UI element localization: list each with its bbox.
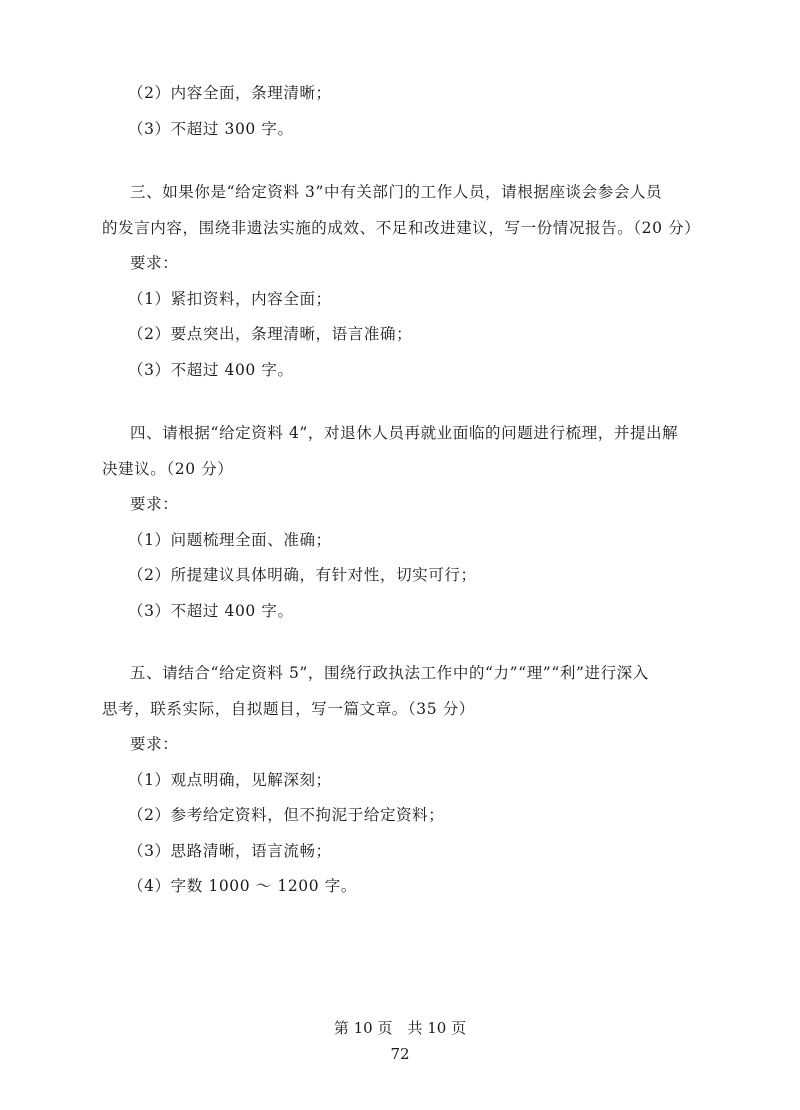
requirements-label: 要求： — [130, 254, 179, 272]
requirements-label: 要求： — [130, 735, 179, 753]
requirement-item: （3）思路清晰，语言流畅； — [128, 842, 332, 860]
requirement-item: （3）不超过 400 字。 — [128, 602, 294, 620]
requirement-item: （4）字数 1000 ～ 1200 字。 — [128, 877, 357, 895]
question-text: 思考，联系实际，自拟题目，写一篇文章。（35 分） — [102, 700, 475, 718]
question-text: 决建议。（20 分） — [102, 460, 234, 478]
question-text: 三、如果你是“给定资料 3”中有关部门的工作人员，请根据座谈会参会人员 — [130, 183, 663, 201]
page-indicator: 第 10 页 共 10 页 — [333, 1019, 467, 1037]
question-text: 五、请结合“给定资料 5”，围绕行政执法工作中的“力”“理”“利”进行深入 — [130, 664, 649, 682]
requirement-item: （3）不超过 300 字。 — [128, 120, 294, 138]
requirement-item: （1）紧扣资料，内容全面； — [128, 290, 332, 308]
requirement-item: （3）不超过 400 字。 — [128, 361, 294, 379]
requirement-item: （2）所提建议具体明确，有针对性，切实可行； — [128, 566, 477, 584]
requirements-label: 要求： — [130, 495, 179, 513]
requirement-item: （2）内容全面，条理清晰； — [128, 84, 332, 102]
requirement-item: （1）观点明确，见解深刻； — [128, 771, 332, 789]
question-text: 四、请根据“给定资料 4”，对退休人员再就业面临的问题进行梳理，并提出解 — [130, 424, 679, 442]
question-text: 的发言内容，围绕非遗法实施的成效、不足和改进建议，写一份情况报告。（20 分） — [102, 219, 701, 237]
requirement-item: （1）问题梳理全面、准确； — [128, 531, 332, 549]
requirement-item: （2）参考给定资料，但不拘泥于给定资料； — [128, 806, 445, 824]
requirement-item: （2）要点突出，条理清晰，语言准确； — [128, 325, 413, 343]
page-number: 72 — [390, 1045, 410, 1063]
